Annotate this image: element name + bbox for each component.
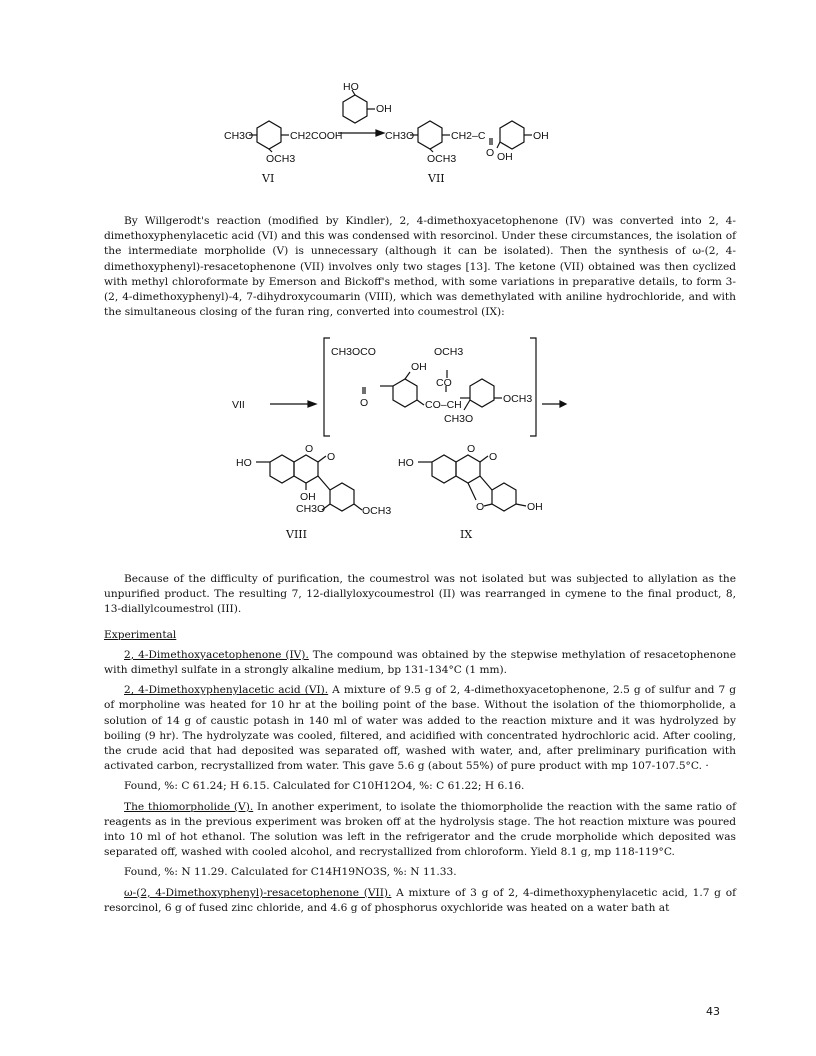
scheme2-label: OH (411, 361, 427, 373)
scheme1-label: OH (497, 151, 513, 163)
scheme1-label: OH (533, 130, 549, 142)
paragraph-exp-3 (104, 800, 736, 861)
compound-label-vi: VI (262, 172, 275, 185)
scheme1-label: HO (343, 81, 359, 93)
section-heading-experimental: Experimental (104, 628, 177, 641)
experimental-heading (104, 628, 736, 643)
scheme2-label: OH (527, 501, 543, 513)
scheme2-label: CH3OCO (331, 346, 376, 358)
paragraph-purification: Because of the difficulty of purification, the coumestrol was not isolated but was subjected to allylation as the unpurified product. The resulting 7, 12-diallyloxycoumestrol (II) was rearranged in cymene to the final product, 8, 13-diallylcoumestrol (III). (104, 573, 736, 616)
scheme1-label: OCH3 (427, 153, 457, 165)
exp-1-body: The compound was obtained by the stepwise methylation of resacetophenone with dimethyl sulfate in a strongly alkaline medium, bp 131-134°C (1 mm). (104, 648, 736, 677)
scheme1-label: OCH3 (266, 153, 296, 165)
exp-4-title: ω-(2, 4-Dimethoxyphenyl)-resacetophenone (VII). (124, 886, 392, 899)
page-number: 43 (706, 1005, 720, 1018)
exp-4-body: A mixture of 3 g of 2, 4-dimethoxyphenylacetic acid, 1.7 g of resorcinol, 6 g of fused zinc chloride, and 4.6 g of phosphorus oxychloride was heated on a water bath at (104, 886, 736, 914)
scheme1-label: CH2COOH (290, 130, 343, 142)
exp-3-title: The thiomorpholide (V). (124, 800, 254, 813)
paragraph-exp-2 (104, 683, 736, 774)
exp-3-body: In another experiment, to isolate the thiomorpholide the reaction with the same ratio of reagents as in the previous experiment was broken off at the hydrolysis stage. The hot reaction mixture was poured into 10 ml of hot ethanol. The solution was left in the refrigerator and the crude morpholide which deposited was separated off, washed with cooled alcohol, and recrystallized from chloroform. Yield 8.1 g, mp 118-119°C. (104, 800, 736, 859)
scheme2-label: OCH3 (362, 505, 392, 517)
scheme-1-svg (0, 80, 816, 190)
paragraph-found-2: Found, %: N 11.29. Calculated for C14H19NO3S, %: N 11.33. (124, 866, 457, 879)
compound-label-ix: IX (460, 528, 473, 541)
scheme2-label: HO (398, 457, 414, 469)
reaction-scheme-1 (0, 80, 816, 190)
scheme1-label: CH2–C (451, 130, 486, 142)
paragraph-willgerodt: By Willgerodt's reaction (modified by Kindler), 2, 4-dimethoxyacetophenone (IV) was converted into 2, 4-dimethoxyphenylacetic acid (VI) and this was condensed with resorcinol. Under these circumstances, the isolation of the intermediate morpholide (V) is unnecessary (although it can be isolated). Then the synthesis of ω-(2, 4-dimethoxyphenyl)-resacetophenone (VII) involves only two stages [13]. The ketone (VII) obtained was then cyclized with methyl chloroformate by Emerson and Bickoff's method, with some variations in preparative details, to form 3-(2, 4-dimethoxyphenyl)-4, 7-dihydroxycoumarin (VIII), which was demethylated with aniline hydrochloride, and with the simultaneous closing of the furan ring, converted into coumestrol (IX): (104, 215, 736, 319)
scheme2-label: O (476, 501, 485, 513)
scheme2-label: OCH3 (503, 393, 533, 405)
scheme1-label: O (486, 147, 495, 159)
scheme2-label: VII (232, 399, 245, 411)
scheme2-label: O (327, 451, 336, 463)
scheme-2-svg (0, 330, 816, 552)
paragraph-found-1: Found, %: C 61.24; H 6.15. Calculated for C10H12O4, %: C 61.22; H 6.16. (124, 780, 525, 793)
scheme2-label: HO (236, 457, 252, 469)
paragraph-exp-4 (104, 886, 736, 916)
scheme2-label: O (467, 443, 476, 455)
reaction-scheme-2 (0, 330, 816, 552)
compound-label-vii: VII (428, 172, 445, 185)
compound-label-viii: VIII (286, 528, 307, 541)
scheme1-label: CH3O (385, 130, 415, 142)
body-paragraph-1 (104, 214, 736, 325)
scheme2-label: CO–CH (425, 399, 462, 411)
scheme1-label: CH3O (224, 130, 254, 142)
scheme2-label: CH3O (444, 413, 474, 425)
scheme2-label: O (360, 397, 369, 409)
exp-2-title: 2, 4-Dimethoxyphenylacetic acid (VI). (124, 684, 329, 697)
body-section-2 (104, 572, 736, 921)
scheme1-label: OH (376, 103, 392, 115)
scheme2-label: OCH3 (434, 346, 464, 358)
scheme2-label: OH (300, 491, 316, 503)
exp-2-body: A mixture of 9.5 g of 2, 4-dimethoxyacetophenone, 2.5 g of sulfur and 7 g of morpholine was heated for 10 hr at the boiling point of the base. Without the isolation of the thiomorpholide, a solution of 14 g of caustic potash in 140 ml of water was added to the reaction mixture and it was hydrolyzed by boiling (9 hr). The hydrolyzate was cooled, filtered, and acidified with concentrated hydrochloric acid. After cooling, the crude acid that had deposited was separated off, washed with water, and, after preliminary purification with activated carbon, recrystallized from water. This gave 5.6 g (about 55%) of pure product with mp 107-107.5°C. · (104, 684, 736, 773)
paragraph-exp-1 (104, 648, 736, 678)
scheme2-label: CH3O (296, 503, 326, 515)
scheme2-label: O (489, 451, 498, 463)
scheme2-label: O (305, 443, 314, 455)
exp-1-title: 2, 4-Dimethoxyacetophenone (IV). (124, 648, 309, 661)
scheme2-label: CO (436, 377, 452, 389)
